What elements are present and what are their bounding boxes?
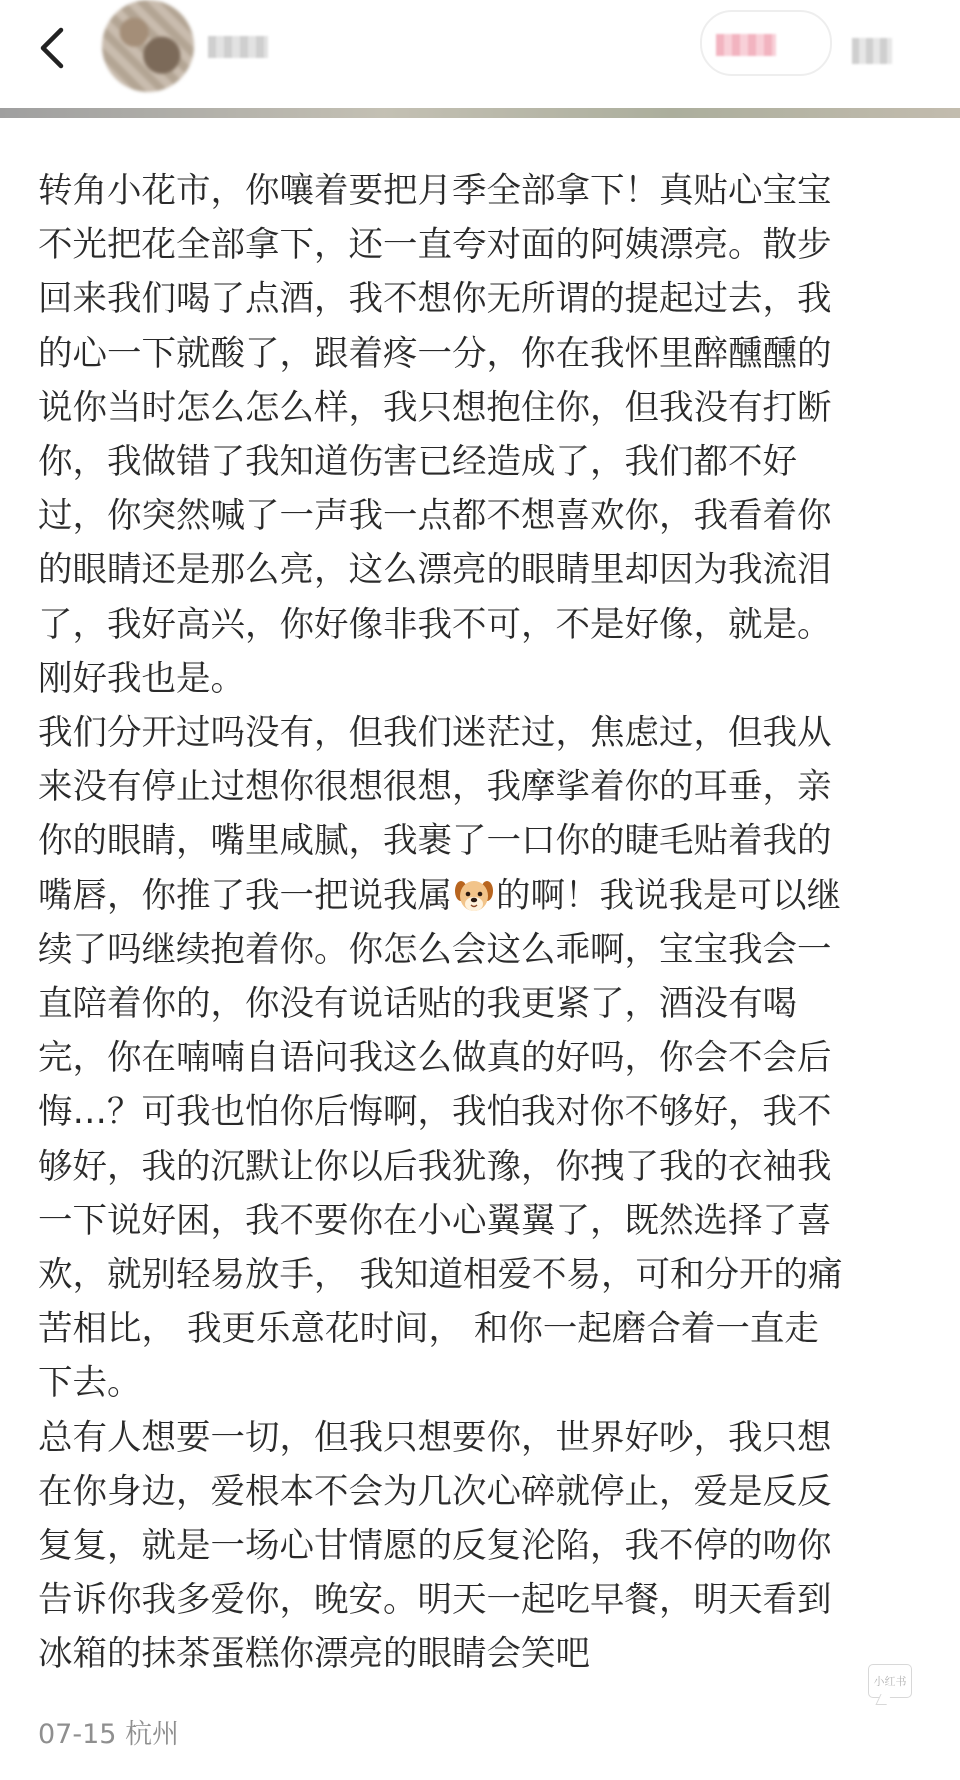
dog-face-icon [454, 875, 494, 911]
chevron-left-icon [37, 26, 67, 70]
header-image-strip [0, 108, 960, 118]
share-icon [852, 38, 892, 64]
post-location: 杭州 [125, 1719, 180, 1750]
author-name-redacted[interactable] [208, 36, 268, 58]
post-meta [38, 1712, 179, 1751]
paragraph-2-text-a: 我们分开过吗没有，但我们迷茫过，焦虑过，但我从 来没有停止过想你很想很想，我摩挲着你的耳垂，亲 你的眼睛，嘴里咸腻，我裹了一口你的睫毛贴着我的 嘴唇，你推了我一把说我属 [38, 713, 832, 916]
post-body [38, 164, 924, 1682]
paragraph-1: 转角小花市，你嚷着要把月季全部拿下！真贴心宝宝 不光把花全部拿下，还一直夸对面的阿姨漂亮。散步 回来我们喝了点酒，我不想你无所谓的提起过去，我 的心一下就酸了，跟着疼一分，你在我怀里醉醺醺的 说你当时怎么怎么样，我只想抱住你，但我没有打断 你，我做错了我知道伤害已经造成了，我们都不好 过，你突然喊了一声我一点都不想喜欢你，我看着你 的眼睛还是那么亮，这么漂亮的眼睛里却因为我流泪 了，我好高兴，你好像非我不可，不是好像，就是。 刚好我也是。 [38, 171, 832, 699]
paragraph-3: 总有人想要一切，但我只想要你，世界好吵，我只想 在你身边，爱根本不会为几次心碎就停止，爱是反反 复复，就是一场心甘情愿的反复沦陷，我不停的吻你 告诉你我多爱你，晚安。明天一起吃早餐，明天看到 冰箱的抹茶蛋糕你漂亮的眼睛会笑吧 [38, 1417, 832, 1675]
share-button[interactable] [852, 16, 924, 80]
follow-label-redacted [716, 34, 776, 56]
author-avatar[interactable] [102, 0, 194, 92]
paragraph-2-text-b: 的啊！我说我是可以继 续了吗继续抱着你。你怎么会这么乖啊，宝宝我会一 直陪着你的，你没有说话贴的我更紧了，酒没有喝 完，你在喃喃自语问我这么做真的好吗，你会不会后 悔…？可我也怕你后悔啊，我怕我对你不够好，我不 够好，我的沉默让你以后我犹豫，你拽了我的衣袖我 一下说好困，我不要你在小心翼翼了，既然选择了喜 欢，就别轻易放手， 我知道相爱不易，可和分开的痛 苦相比， 我更乐意花时间， 和你一起磨合着一直走 下去。 [38, 875, 843, 1404]
watermark-badge: 小红书 [868, 1664, 912, 1698]
post-date: 07-15 [38, 1719, 117, 1750]
back-button[interactable] [22, 18, 82, 78]
follow-button[interactable] [700, 10, 832, 76]
top-bar [0, 0, 960, 112]
paragraph-2 [38, 706, 924, 1411]
